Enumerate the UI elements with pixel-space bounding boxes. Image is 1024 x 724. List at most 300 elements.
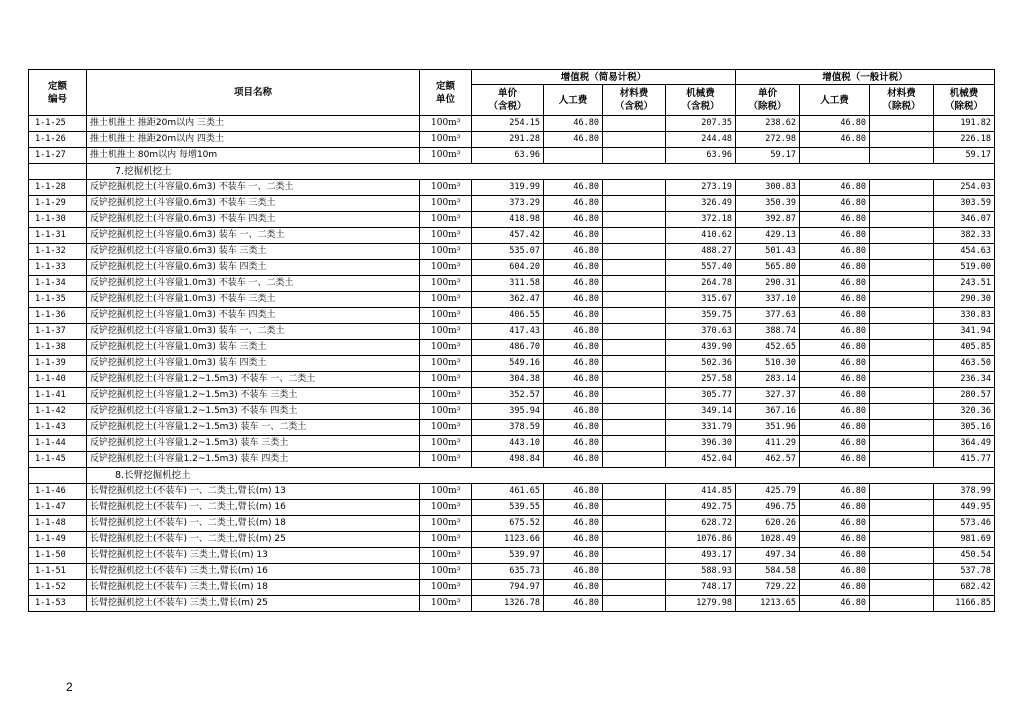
cell-name: 反铲挖掘机挖土(斗容量0.6m3) 装车 三类土 bbox=[87, 244, 420, 260]
cell-labor-excl: 46.80 bbox=[800, 276, 870, 292]
cell-labor-excl: 46.80 bbox=[800, 212, 870, 228]
cell-name: 推土机推土 推距20m以内 三类土 bbox=[87, 116, 420, 132]
cell-unit-price-incl: 291.28 bbox=[472, 132, 544, 148]
cell-machine-incl: 492.75 bbox=[666, 500, 736, 516]
cell-labor: 46.80 bbox=[544, 564, 603, 580]
cell-machine-incl: 370.63 bbox=[666, 324, 736, 340]
cell-name: 反铲挖掘机挖土(斗容量1.2~1.5m3) 装车 三类土 bbox=[87, 436, 420, 452]
cell-name: 反铲挖掘机挖土(斗容量1.0m3) 不装车 三类土 bbox=[87, 292, 420, 308]
cell-name: 反铲挖掘机挖土(斗容量1.0m3) 不装车 四类土 bbox=[87, 308, 420, 324]
cell-material-incl bbox=[603, 196, 666, 212]
cell-unit: 100m³ bbox=[420, 196, 472, 212]
cell-unit-price-excl: 300.83 bbox=[736, 180, 800, 196]
cell-machine-excl: 346.07 bbox=[934, 212, 995, 228]
header-material-excl: 材料费 （除税） bbox=[870, 85, 934, 116]
cell-machine-excl: 450.54 bbox=[934, 548, 995, 564]
cell-unit-price-excl: 425.79 bbox=[736, 484, 800, 500]
cell-material-incl bbox=[603, 324, 666, 340]
cell-name: 长臂挖掘机挖土(不装车) 三类土,臂长(m) 25 bbox=[87, 596, 420, 612]
cell-machine-incl: 326.49 bbox=[666, 196, 736, 212]
cell-unit-price-excl: 377.63 bbox=[736, 308, 800, 324]
cell-labor: 46.80 bbox=[544, 196, 603, 212]
cell-code: 1-1-31 bbox=[29, 228, 87, 244]
cell-name: 反铲挖掘机挖土(斗容量1.0m3) 装车 四类土 bbox=[87, 356, 420, 372]
cell-machine-excl: 364.49 bbox=[934, 436, 995, 452]
cell-labor bbox=[544, 148, 603, 164]
section-row bbox=[29, 468, 995, 484]
cell-unit-price-incl: 311.58 bbox=[472, 276, 544, 292]
cell-name: 长臂挖掘机挖土(不装车) 一、二类土,臂长(m) 25 bbox=[87, 532, 420, 548]
cell-unit-price-excl: 337.10 bbox=[736, 292, 800, 308]
cell-unit-price-incl: 304.38 bbox=[472, 372, 544, 388]
cell-name: 反铲挖掘机挖土(斗容量0.6m3) 装车 四类土 bbox=[87, 260, 420, 276]
header-group-simple-tax: 增值税（简易计税） bbox=[472, 70, 736, 85]
cell-code: 1-1-47 bbox=[29, 500, 87, 516]
cell-material-incl bbox=[603, 532, 666, 548]
cell-material-excl bbox=[870, 308, 934, 324]
cell-labor-excl: 46.80 bbox=[800, 228, 870, 244]
cell-material-excl bbox=[870, 500, 934, 516]
cell-unit-price-excl: 392.87 bbox=[736, 212, 800, 228]
cell-machine-incl: 1076.86 bbox=[666, 532, 736, 548]
cell-labor: 46.80 bbox=[544, 228, 603, 244]
cell-code: 1-1-27 bbox=[29, 148, 87, 164]
cell-unit: 100m³ bbox=[420, 452, 472, 468]
cell-labor: 46.80 bbox=[544, 596, 603, 612]
cell-unit-price-excl: 429.13 bbox=[736, 228, 800, 244]
cell-labor: 46.80 bbox=[544, 244, 603, 260]
cell-labor: 46.80 bbox=[544, 340, 603, 356]
cell-labor-excl: 46.80 bbox=[800, 516, 870, 532]
cell-labor-excl: 46.80 bbox=[800, 180, 870, 196]
cell-labor-excl: 46.80 bbox=[800, 308, 870, 324]
cell-unit-price-excl: 620.26 bbox=[736, 516, 800, 532]
table-row bbox=[29, 500, 995, 516]
header-group-general-tax: 增值税（一般计税） bbox=[736, 70, 995, 85]
cell-material-excl bbox=[870, 212, 934, 228]
header-unit-price-excl: 单价 （除税） bbox=[736, 85, 800, 116]
cell-material-excl bbox=[870, 260, 934, 276]
cell-unit-price-excl: 350.39 bbox=[736, 196, 800, 212]
cell-name: 长臂挖掘机挖土(不装车) 三类土,臂长(m) 16 bbox=[87, 564, 420, 580]
cell-machine-incl: 264.78 bbox=[666, 276, 736, 292]
cell-unit-price-incl: 498.84 bbox=[472, 452, 544, 468]
header-machine-excl: 机械费 （除税） bbox=[934, 85, 995, 116]
cell-labor-excl: 46.80 bbox=[800, 404, 870, 420]
cell-machine-excl: 320.36 bbox=[934, 404, 995, 420]
cell-unit-price-incl: 254.15 bbox=[472, 116, 544, 132]
cell-code: 1-1-45 bbox=[29, 452, 87, 468]
cell-machine-excl: 305.16 bbox=[934, 420, 995, 436]
cell-material-incl bbox=[603, 372, 666, 388]
page-number: 2 bbox=[66, 680, 73, 694]
cell-labor-excl: 46.80 bbox=[800, 292, 870, 308]
cell-labor-excl bbox=[800, 148, 870, 164]
cell-unit-price-excl: 565.80 bbox=[736, 260, 800, 276]
cell-unit: 100m³ bbox=[420, 260, 472, 276]
cell-machine-excl: 226.18 bbox=[934, 132, 995, 148]
header-unit-price-incl: 单价 （含税） bbox=[472, 85, 544, 116]
cell-material-excl bbox=[870, 548, 934, 564]
table-row bbox=[29, 180, 995, 196]
cell-unit-price-incl: 443.10 bbox=[472, 436, 544, 452]
cell-machine-excl: 280.57 bbox=[934, 388, 995, 404]
cell-machine-excl: 1166.85 bbox=[934, 596, 995, 612]
table-row bbox=[29, 452, 995, 468]
cell-unit: 100m³ bbox=[420, 500, 472, 516]
cell-machine-excl: 191.82 bbox=[934, 116, 995, 132]
cell-labor: 46.80 bbox=[544, 308, 603, 324]
cell-machine-excl: 303.59 bbox=[934, 196, 995, 212]
cell-unit-price-incl: 319.99 bbox=[472, 180, 544, 196]
cell-unit: 100m³ bbox=[420, 420, 472, 436]
cell-labor-excl: 46.80 bbox=[800, 196, 870, 212]
cell-material-excl bbox=[870, 196, 934, 212]
cell-unit-price-incl: 352.57 bbox=[472, 388, 544, 404]
cell-material-incl bbox=[603, 276, 666, 292]
cell-machine-incl: 1279.98 bbox=[666, 596, 736, 612]
cell-machine-incl: 207.35 bbox=[666, 116, 736, 132]
cell-labor: 46.80 bbox=[544, 420, 603, 436]
cell-unit-price-excl: 497.34 bbox=[736, 548, 800, 564]
cell-unit-price-excl: 729.22 bbox=[736, 580, 800, 596]
cell-labor: 46.80 bbox=[544, 532, 603, 548]
cell-material-incl bbox=[603, 356, 666, 372]
cell-material-incl bbox=[603, 580, 666, 596]
cell-unit-price-incl: 373.29 bbox=[472, 196, 544, 212]
cell-name: 反铲挖掘机挖土(斗容量0.6m3) 不装车 四类土 bbox=[87, 212, 420, 228]
cell-material-excl bbox=[870, 484, 934, 500]
table-row bbox=[29, 356, 995, 372]
cell-machine-excl: 290.30 bbox=[934, 292, 995, 308]
cell-code: 1-1-41 bbox=[29, 388, 87, 404]
cell-machine-excl: 454.63 bbox=[934, 244, 995, 260]
cell-unit-price-incl: 378.59 bbox=[472, 420, 544, 436]
cell-material-incl bbox=[603, 228, 666, 244]
cell-unit-price-excl: 584.58 bbox=[736, 564, 800, 580]
cell-material-excl bbox=[870, 420, 934, 436]
cell-machine-incl: 628.72 bbox=[666, 516, 736, 532]
header-unit: 定额 单位 bbox=[420, 70, 472, 116]
cell-labor: 46.80 bbox=[544, 292, 603, 308]
cell-name: 反铲挖掘机挖土(斗容量1.2~1.5m3) 不装车 一、二类土 bbox=[87, 372, 420, 388]
cell-machine-incl: 273.19 bbox=[666, 180, 736, 196]
cell-machine-incl: 305.77 bbox=[666, 388, 736, 404]
cell-material-incl bbox=[603, 292, 666, 308]
cell-unit-price-incl: 539.55 bbox=[472, 500, 544, 516]
cell-material-incl bbox=[603, 116, 666, 132]
cell-unit-price-excl: 1213.65 bbox=[736, 596, 800, 612]
cell-unit: 100m³ bbox=[420, 340, 472, 356]
cell-unit-price-excl: 272.98 bbox=[736, 132, 800, 148]
cell-machine-excl: 682.42 bbox=[934, 580, 995, 596]
table-row bbox=[29, 292, 995, 308]
section-row bbox=[29, 164, 995, 180]
cell-labor-excl: 46.80 bbox=[800, 132, 870, 148]
cell-labor: 46.80 bbox=[544, 548, 603, 564]
cell-labor-excl: 46.80 bbox=[800, 548, 870, 564]
cell-labor-excl: 46.80 bbox=[800, 116, 870, 132]
cell-code: 1-1-33 bbox=[29, 260, 87, 276]
cell-labor: 46.80 bbox=[544, 180, 603, 196]
cell-machine-excl: 449.95 bbox=[934, 500, 995, 516]
cell-material-incl bbox=[603, 148, 666, 164]
cell-unit-price-incl: 406.55 bbox=[472, 308, 544, 324]
cell-unit-price-incl: 1123.66 bbox=[472, 532, 544, 548]
cell-machine-excl: 243.51 bbox=[934, 276, 995, 292]
cell-unit: 100m³ bbox=[420, 132, 472, 148]
cell-labor-excl: 46.80 bbox=[800, 324, 870, 340]
cell-unit: 100m³ bbox=[420, 324, 472, 340]
cell-labor: 46.80 bbox=[544, 516, 603, 532]
cell-labor: 46.80 bbox=[544, 324, 603, 340]
cell-material-excl bbox=[870, 116, 934, 132]
cell-material-excl bbox=[870, 324, 934, 340]
cell-material-incl bbox=[603, 212, 666, 228]
cell-code: 1-1-34 bbox=[29, 276, 87, 292]
cell-code: 1-1-48 bbox=[29, 516, 87, 532]
cell-machine-excl: 254.03 bbox=[934, 180, 995, 196]
cell-unit: 100m³ bbox=[420, 436, 472, 452]
cell-code: 1-1-43 bbox=[29, 420, 87, 436]
table-row bbox=[29, 436, 995, 452]
cell-labor-excl: 46.80 bbox=[800, 564, 870, 580]
table-body bbox=[29, 116, 995, 612]
quota-price-table bbox=[28, 69, 995, 612]
cell-unit-price-excl: 59.17 bbox=[736, 148, 800, 164]
cell-name: 长臂挖掘机挖土(不装车) 三类土,臂长(m) 18 bbox=[87, 580, 420, 596]
cell-material-incl bbox=[603, 436, 666, 452]
cell-material-excl bbox=[870, 564, 934, 580]
cell-machine-incl: 488.27 bbox=[666, 244, 736, 260]
table-row bbox=[29, 548, 995, 564]
cell-code: 1-1-39 bbox=[29, 356, 87, 372]
cell-unit-price-excl: 290.31 bbox=[736, 276, 800, 292]
cell-unit: 100m³ bbox=[420, 372, 472, 388]
cell-unit-price-incl: 675.52 bbox=[472, 516, 544, 532]
table-row bbox=[29, 132, 995, 148]
cell-labor-excl: 46.80 bbox=[800, 580, 870, 596]
header-labor: 人工费 bbox=[544, 85, 603, 116]
cell-unit: 100m³ bbox=[420, 212, 472, 228]
cell-name: 长臂挖掘机挖土(不装车) 一、二类土,臂长(m) 13 bbox=[87, 484, 420, 500]
cell-labor-excl: 46.80 bbox=[800, 500, 870, 516]
cell-labor: 46.80 bbox=[544, 404, 603, 420]
cell-unit: 100m³ bbox=[420, 484, 472, 500]
table-row bbox=[29, 276, 995, 292]
table-row bbox=[29, 212, 995, 228]
cell-code: 1-1-42 bbox=[29, 404, 87, 420]
cell-material-excl bbox=[870, 276, 934, 292]
cell-material-incl bbox=[603, 596, 666, 612]
cell-unit-price-incl: 549.16 bbox=[472, 356, 544, 372]
cell-name: 反铲挖掘机挖土(斗容量1.2~1.5m3) 不装车 三类土 bbox=[87, 388, 420, 404]
cell-unit: 100m³ bbox=[420, 308, 472, 324]
cell-name: 反铲挖掘机挖土(斗容量1.0m3) 装车 三类土 bbox=[87, 340, 420, 356]
cell-unit-price-incl: 539.97 bbox=[472, 548, 544, 564]
table-row bbox=[29, 228, 995, 244]
cell-code: 1-1-29 bbox=[29, 196, 87, 212]
cell-material-incl bbox=[603, 564, 666, 580]
cell-unit-price-excl: 1028.49 bbox=[736, 532, 800, 548]
table-row bbox=[29, 116, 995, 132]
cell-labor: 46.80 bbox=[544, 356, 603, 372]
cell-machine-incl: 502.36 bbox=[666, 356, 736, 372]
cell-material-incl bbox=[603, 484, 666, 500]
cell-unit-price-incl: 486.70 bbox=[472, 340, 544, 356]
table-row bbox=[29, 308, 995, 324]
cell-unit: 100m³ bbox=[420, 228, 472, 244]
section-title: 8.长臂挖掘机挖土 bbox=[87, 468, 995, 484]
cell-unit-price-excl: 501.43 bbox=[736, 244, 800, 260]
cell-code: 1-1-38 bbox=[29, 340, 87, 356]
cell-code: 1-1-28 bbox=[29, 180, 87, 196]
cell-unit: 100m³ bbox=[420, 516, 472, 532]
cell-code: 1-1-52 bbox=[29, 580, 87, 596]
cell-unit: 100m³ bbox=[420, 356, 472, 372]
cell-unit: 100m³ bbox=[420, 548, 472, 564]
cell-machine-incl: 372.18 bbox=[666, 212, 736, 228]
section-blank-cell bbox=[29, 468, 87, 484]
cell-machine-excl: 341.94 bbox=[934, 324, 995, 340]
cell-unit: 100m³ bbox=[420, 564, 472, 580]
cell-code: 1-1-26 bbox=[29, 132, 87, 148]
cell-name: 反铲挖掘机挖土(斗容量1.0m3) 装车 一、二类土 bbox=[87, 324, 420, 340]
cell-unit: 100m³ bbox=[420, 180, 472, 196]
cell-unit-price-incl: 604.20 bbox=[472, 260, 544, 276]
cell-unit: 100m³ bbox=[420, 244, 472, 260]
cell-material-excl bbox=[870, 132, 934, 148]
cell-material-incl bbox=[603, 132, 666, 148]
cell-material-excl bbox=[870, 596, 934, 612]
cell-labor: 46.80 bbox=[544, 388, 603, 404]
section-title: 7.挖掘机挖土 bbox=[87, 164, 995, 180]
cell-machine-excl: 378.99 bbox=[934, 484, 995, 500]
cell-name: 反铲挖掘机挖土(斗容量1.2~1.5m3) 装车 一、二类土 bbox=[87, 420, 420, 436]
cell-code: 1-1-25 bbox=[29, 116, 87, 132]
cell-material-incl bbox=[603, 308, 666, 324]
cell-code: 1-1-50 bbox=[29, 548, 87, 564]
cell-labor: 46.80 bbox=[544, 212, 603, 228]
cell-machine-incl: 452.04 bbox=[666, 452, 736, 468]
cell-material-incl bbox=[603, 452, 666, 468]
cell-material-excl bbox=[870, 404, 934, 420]
cell-unit: 100m³ bbox=[420, 292, 472, 308]
cell-unit-price-excl: 411.29 bbox=[736, 436, 800, 452]
cell-unit-price-excl: 367.16 bbox=[736, 404, 800, 420]
cell-machine-incl: 349.14 bbox=[666, 404, 736, 420]
cell-unit-price-excl: 510.30 bbox=[736, 356, 800, 372]
cell-unit-price-incl: 395.94 bbox=[472, 404, 544, 420]
cell-labor: 46.80 bbox=[544, 116, 603, 132]
cell-unit: 100m³ bbox=[420, 116, 472, 132]
cell-unit: 100m³ bbox=[420, 148, 472, 164]
cell-material-excl bbox=[870, 516, 934, 532]
cell-machine-incl: 359.75 bbox=[666, 308, 736, 324]
header-material-incl: 材料费 （含税） bbox=[603, 85, 666, 116]
cell-labor-excl: 46.80 bbox=[800, 244, 870, 260]
cell-labor-excl: 46.80 bbox=[800, 356, 870, 372]
cell-unit-price-excl: 452.65 bbox=[736, 340, 800, 356]
cell-material-incl bbox=[603, 180, 666, 196]
header-machine-incl: 机械费 （含税） bbox=[666, 85, 736, 116]
cell-unit: 100m³ bbox=[420, 404, 472, 420]
cell-unit: 100m³ bbox=[420, 532, 472, 548]
cell-machine-excl: 236.34 bbox=[934, 372, 995, 388]
cell-labor: 46.80 bbox=[544, 580, 603, 596]
table-row bbox=[29, 404, 995, 420]
cell-material-excl bbox=[870, 388, 934, 404]
cell-unit-price-excl: 238.62 bbox=[736, 116, 800, 132]
cell-material-excl bbox=[870, 228, 934, 244]
cell-machine-excl: 330.83 bbox=[934, 308, 995, 324]
cell-labor: 46.80 bbox=[544, 260, 603, 276]
table-row bbox=[29, 388, 995, 404]
cell-code: 1-1-49 bbox=[29, 532, 87, 548]
cell-name: 长臂挖掘机挖土(不装车) 三类土,臂长(m) 13 bbox=[87, 548, 420, 564]
cell-name: 长臂挖掘机挖土(不装车) 一、二类土,臂长(m) 18 bbox=[87, 516, 420, 532]
cell-name: 反铲挖掘机挖土(斗容量0.6m3) 不装车 一、二类土 bbox=[87, 180, 420, 196]
cell-machine-incl: 557.40 bbox=[666, 260, 736, 276]
cell-material-incl bbox=[603, 420, 666, 436]
cell-labor: 46.80 bbox=[544, 436, 603, 452]
cell-code: 1-1-32 bbox=[29, 244, 87, 260]
cell-labor-excl: 46.80 bbox=[800, 532, 870, 548]
cell-labor: 46.80 bbox=[544, 452, 603, 468]
cell-unit-price-excl: 351.96 bbox=[736, 420, 800, 436]
table-row bbox=[29, 324, 995, 340]
cell-machine-excl: 59.17 bbox=[934, 148, 995, 164]
cell-code: 1-1-35 bbox=[29, 292, 87, 308]
cell-material-incl bbox=[603, 260, 666, 276]
cell-unit-price-incl: 461.65 bbox=[472, 484, 544, 500]
cell-material-excl bbox=[870, 340, 934, 356]
cell-unit-price-incl: 417.43 bbox=[472, 324, 544, 340]
cell-code: 1-1-44 bbox=[29, 436, 87, 452]
cell-unit-price-excl: 327.37 bbox=[736, 388, 800, 404]
table-row bbox=[29, 260, 995, 276]
table-row bbox=[29, 516, 995, 532]
table-row bbox=[29, 580, 995, 596]
cell-material-incl bbox=[603, 404, 666, 420]
cell-unit-price-incl: 794.97 bbox=[472, 580, 544, 596]
cell-unit-price-excl: 388.74 bbox=[736, 324, 800, 340]
cell-labor-excl: 46.80 bbox=[800, 484, 870, 500]
cell-machine-incl: 439.90 bbox=[666, 340, 736, 356]
cell-material-excl bbox=[870, 436, 934, 452]
table-row bbox=[29, 148, 995, 164]
cell-labor: 46.80 bbox=[544, 372, 603, 388]
cell-labor-excl: 46.80 bbox=[800, 452, 870, 468]
cell-machine-incl: 257.58 bbox=[666, 372, 736, 388]
table-row bbox=[29, 484, 995, 500]
cell-material-excl bbox=[870, 532, 934, 548]
cell-material-incl bbox=[603, 548, 666, 564]
cell-material-excl bbox=[870, 452, 934, 468]
cell-unit-price-incl: 635.73 bbox=[472, 564, 544, 580]
cell-material-incl bbox=[603, 340, 666, 356]
cell-unit: 100m³ bbox=[420, 580, 472, 596]
cell-unit-price-incl: 1326.78 bbox=[472, 596, 544, 612]
table-row bbox=[29, 420, 995, 436]
cell-name: 反铲挖掘机挖土(斗容量0.6m3) 装车 一、二类土 bbox=[87, 228, 420, 244]
cell-unit-price-excl: 462.57 bbox=[736, 452, 800, 468]
cell-machine-incl: 493.17 bbox=[666, 548, 736, 564]
cell-machine-incl: 396.30 bbox=[666, 436, 736, 452]
cell-machine-excl: 382.33 bbox=[934, 228, 995, 244]
cell-machine-incl: 414.85 bbox=[666, 484, 736, 500]
cell-name: 推土机推土 推距20m以内 四类土 bbox=[87, 132, 420, 148]
